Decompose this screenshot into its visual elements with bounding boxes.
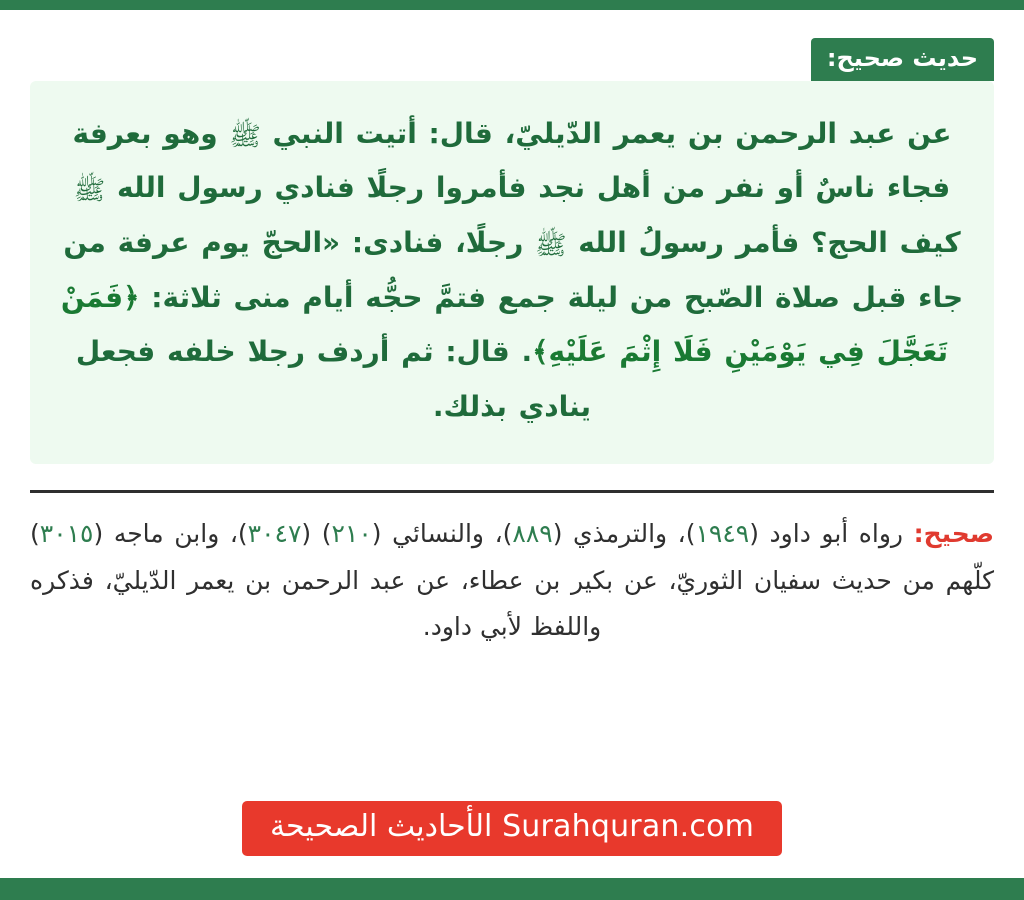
takhrij-segment-6: ) كلّهم من حديث سفيان الثوريّ، عن بكير بن عطاء، عن عبد الرحمن بن يعمر الدّيليّ، فذكره واللفظ لأبي داود. [30, 519, 994, 641]
sallallahu-alayhi-wasallam-icon: ﷺ [229, 121, 261, 152]
reference-number-tirmidhi: ٨٨٩ [512, 519, 553, 549]
quran-quote: ﴿فَمَنْ تَعَجَّلَ فِي يَوْمَيْنِ فَلَا إِثْمَ عَلَيْهِ﴾ [60, 280, 949, 369]
takhrij-label: صحيح: [913, 519, 994, 549]
reference-number-nasai-2: ٣٠٤٧ [247, 519, 302, 549]
hadith-segment-3: كيف الحج؟ فأمر رسولُ الله [566, 225, 961, 259]
reference-number-abudawud: ١٩٤٩ [695, 519, 750, 549]
hadith-segment-5: . قال: ثم أردف رجلا خلفه فجعل ينادي بذلك. [75, 335, 592, 423]
takhrij-segment-3: )، والنسائي ( [371, 519, 513, 549]
brand-banner[interactable] [242, 801, 782, 856]
reference-number-nasai: ٢١٠ [331, 519, 372, 549]
sallallahu-alayhi-wasallam-icon: ﷺ [73, 176, 106, 207]
divider [30, 490, 994, 493]
brand-site: Surahquran.com [502, 809, 755, 844]
top-accent-bar [0, 0, 1024, 10]
hadith-segment-2: وهو بعرفة فجاء ناسٌ أو نفر من أهل نجد فأمروا رجلًا فنادي رسول الله [72, 116, 951, 205]
takhrij-segment-2: )، والترمذي ( [552, 519, 696, 549]
footer [0, 801, 1024, 856]
takhrij-segment-1: رواه أبو داود ( [749, 519, 914, 549]
sallallahu-alayhi-wasallam-icon: ﷺ [535, 230, 567, 261]
brand-arabic: الأحاديث الصحيحة [269, 809, 493, 844]
hadith-text [56, 107, 968, 435]
hadith-segment-4: رجلًا، فنادى: «الحجّ يوم عرفة من جاء قبل صلاة الصّبح من ليلة جمع فتمَّ حجُّه أيام منى ثلاثة: [63, 225, 964, 314]
grade-badge: حديث صحيح: [811, 38, 994, 81]
takhrij-segment-4: ) ( [301, 519, 332, 549]
takhrij-segment-5: )، وابن ماجه ( [93, 519, 248, 549]
grade-row [30, 38, 994, 81]
takhrij-text [30, 511, 994, 650]
hadith-body [30, 81, 994, 465]
bottom-accent-bar [0, 878, 1024, 900]
hadith-segment-1: عن عبد الرحمن بن يعمر الدّيليّ، قال: أتيت النبي [260, 116, 952, 150]
hadith-card [0, 10, 1024, 878]
reference-number-ibnmajah: ٣٠١٥ [39, 519, 94, 549]
